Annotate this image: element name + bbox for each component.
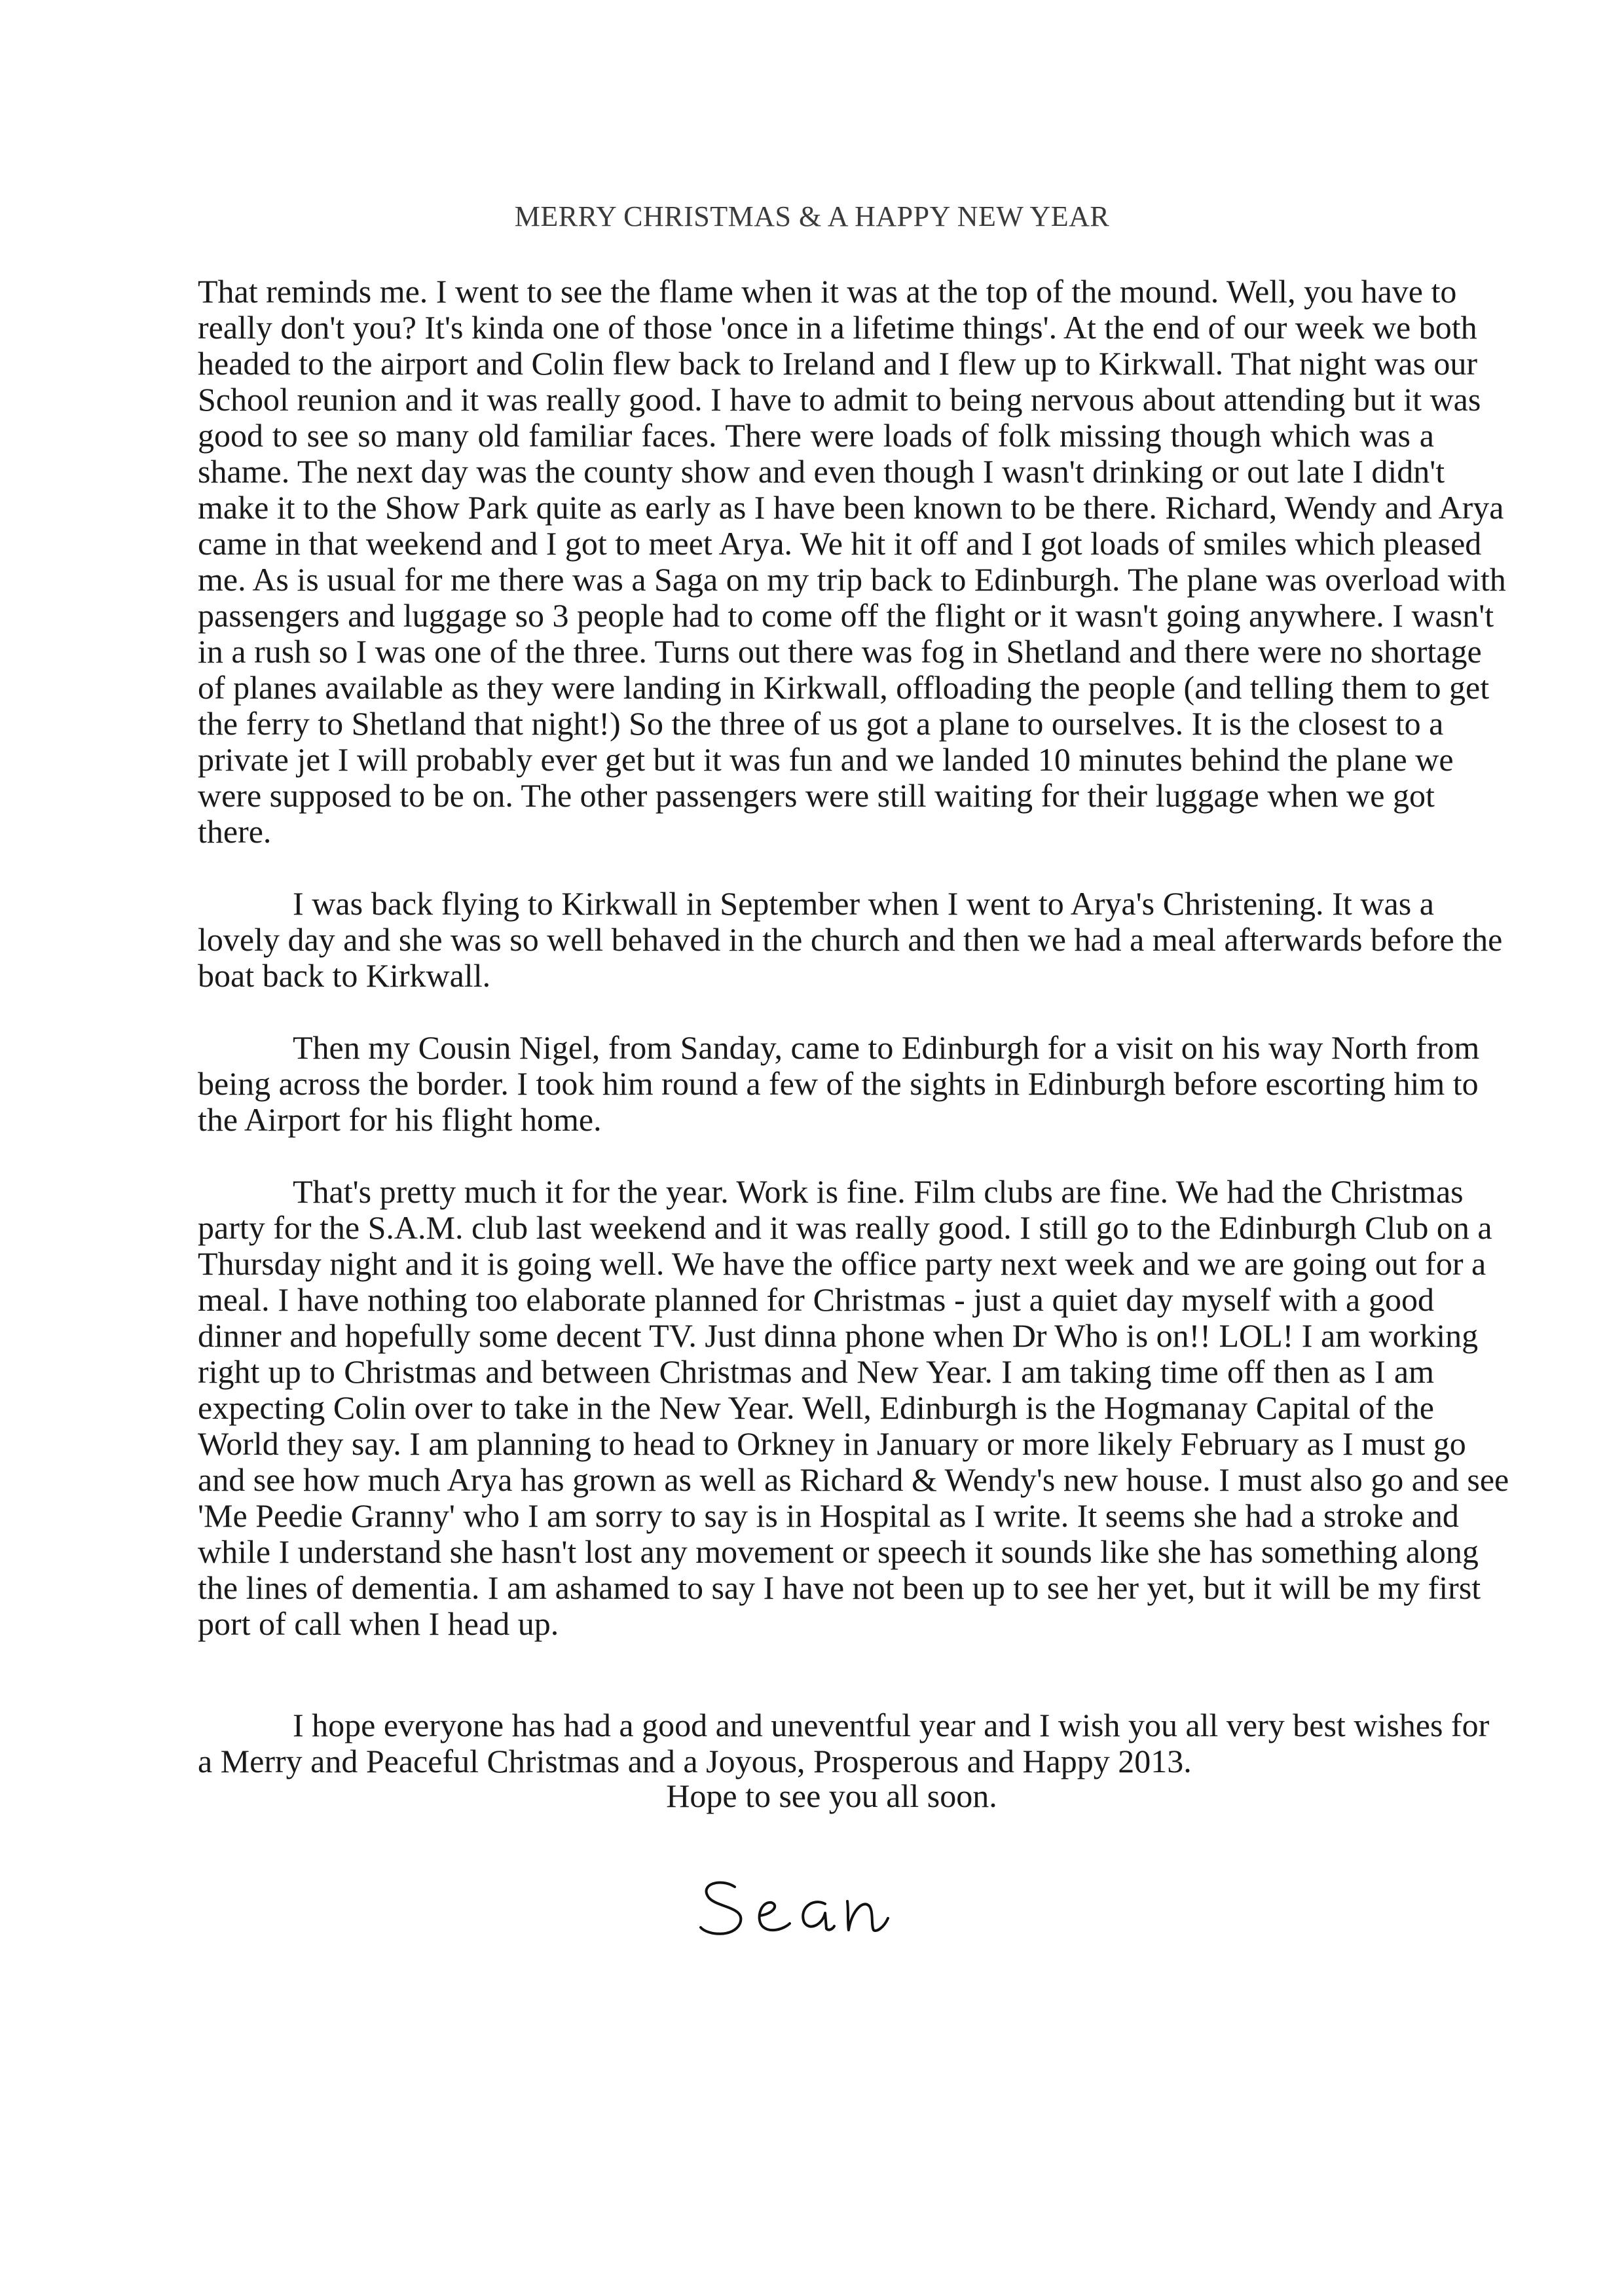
text-line: a Merry and Peaceful Christmas and a Joyous, Prosperous and Happy 2013. xyxy=(198,1743,1192,1779)
text-line: lovely day and she was so well behaved in the church and then we had a meal afterwards before the xyxy=(198,921,1503,958)
text-line: the lines of dementia. I am ashamed to say I have not been up to see her yet, but it will be my first xyxy=(198,1569,1481,1606)
paragraph xyxy=(198,885,1503,994)
text-line: in a rush so I was one of the three. Turns out there was fog in Shetland and there were no shortage xyxy=(198,633,1482,670)
paragraph xyxy=(198,273,1506,850)
text-line: port of call when I head up. xyxy=(198,1605,559,1642)
text-line: 'Me Peedie Granny' who I am sorry to say is in Hospital as I write. It seems she had a stroke and xyxy=(198,1497,1459,1534)
text-line: I hope everyone has had a good and uneventful year and I wish you all very best wishes for xyxy=(293,1707,1490,1743)
text-line: Then my Cousin Nigel, from Sanday, came to Edinburgh for a visit on his way North from xyxy=(293,1029,1480,1066)
text-line: shame. The next day was the county show and even though I wasn't drinking or out late I didn't xyxy=(198,453,1445,490)
text-line: of planes available as they were landing in Kirkwall, offloading the people (and telling them to get xyxy=(198,669,1490,706)
paragraph-spacer xyxy=(198,1642,1434,1707)
text-line: good to see so many old familiar faces. There were loads of folk missing though which was a xyxy=(198,417,1434,454)
handwritten-signature xyxy=(694,1872,943,1944)
text-line: really don't you? It's kinda one of those 'once in a lifetime things'. At the end of our week we both xyxy=(198,309,1477,346)
paragraph-spacer xyxy=(198,994,1434,1030)
text-line: School reunion and it was really good. I have to admit to being nervous about attending but it was xyxy=(198,381,1481,418)
text-line: meal. I have nothing too elaborate planned for Christmas - just a quiet day myself with a good xyxy=(198,1281,1434,1318)
text-line: came in that weekend and I got to meet Arya. We hit it off and I got loads of smiles which pleased xyxy=(198,525,1482,562)
letter-title: MERRY CHRISTMAS & A HAPPY NEW YEAR xyxy=(514,200,1110,232)
text-line: the Airport for his flight home. xyxy=(198,1101,602,1138)
text-line: That reminds me. I went to see the flame when it was at the top of the mound. Well, you have to xyxy=(198,273,1457,310)
text-line: right up to Christmas and between Christmas and New Year. I am taking time off then as I am xyxy=(198,1353,1434,1390)
paragraph xyxy=(198,1173,1509,1642)
letter-body xyxy=(198,273,1509,1779)
paragraph xyxy=(198,1029,1480,1138)
text-line: dinner and hopefully some decent TV. Just dinna phone when Dr Who is on!! LOL! I am working xyxy=(198,1317,1479,1354)
paragraph-spacer xyxy=(198,850,1434,886)
closing-line: Hope to see you all soon. xyxy=(666,1777,997,1814)
text-line: World they say. I am planning to head to Orkney in January or more likely February as I must go xyxy=(198,1425,1466,1462)
text-line: passengers and luggage so 3 people had to come off the flight or it wasn't going anywhere. I wasn't xyxy=(198,597,1494,634)
paragraph xyxy=(198,1707,1490,1779)
text-line: That's pretty much it for the year. Work is fine. Film clubs are fine. We had the Christmas xyxy=(293,1173,1464,1210)
text-line: headed to the airport and Colin flew back to Ireland and I flew up to Kirkwall. That night was our xyxy=(198,345,1478,382)
text-line: me. As is usual for me there was a Saga on my trip back to Edinburgh. The plane was overload with xyxy=(198,561,1506,598)
text-line: party for the S.A.M. club last weekend and it was really good. I still go to the Edinburgh Club on a xyxy=(198,1209,1492,1246)
text-line: there. xyxy=(198,813,272,850)
text-line: while I understand she hasn't lost any movement or speech it sounds like she has something along xyxy=(198,1533,1479,1570)
paragraph-spacer xyxy=(198,1138,1434,1174)
text-line: private jet I will probably ever get but it was fun and we landed 10 minutes behind the plane we xyxy=(198,741,1454,778)
text-line: were supposed to be on. The other passengers were still waiting for their luggage when we got xyxy=(198,777,1435,814)
text-line: being across the border. I took him round a few of the sights in Edinburgh before escorting him to xyxy=(198,1065,1479,1102)
text-line: make it to the Show Park quite as early as I have been known to be there. Richard, Wendy and Arya xyxy=(198,489,1504,526)
text-line: I was back flying to Kirkwall in September when I went to Arya's Christening. It was a xyxy=(293,885,1434,922)
text-line: Thursday night and it is going well. We have the office party next week and we are going out for a xyxy=(198,1245,1486,1282)
text-line: expecting Colin over to take in the New Year. Well, Edinburgh is the Hogmanay Capital of the xyxy=(198,1389,1434,1426)
text-line: boat back to Kirkwall. xyxy=(198,957,491,994)
text-line: and see how much Arya has grown as well as Richard & Wendy's new house. I must also go and see xyxy=(198,1461,1509,1498)
text-line: the ferry to Shetland that night!) So the three of us got a plane to ourselves. It is the closest to a xyxy=(198,705,1444,742)
